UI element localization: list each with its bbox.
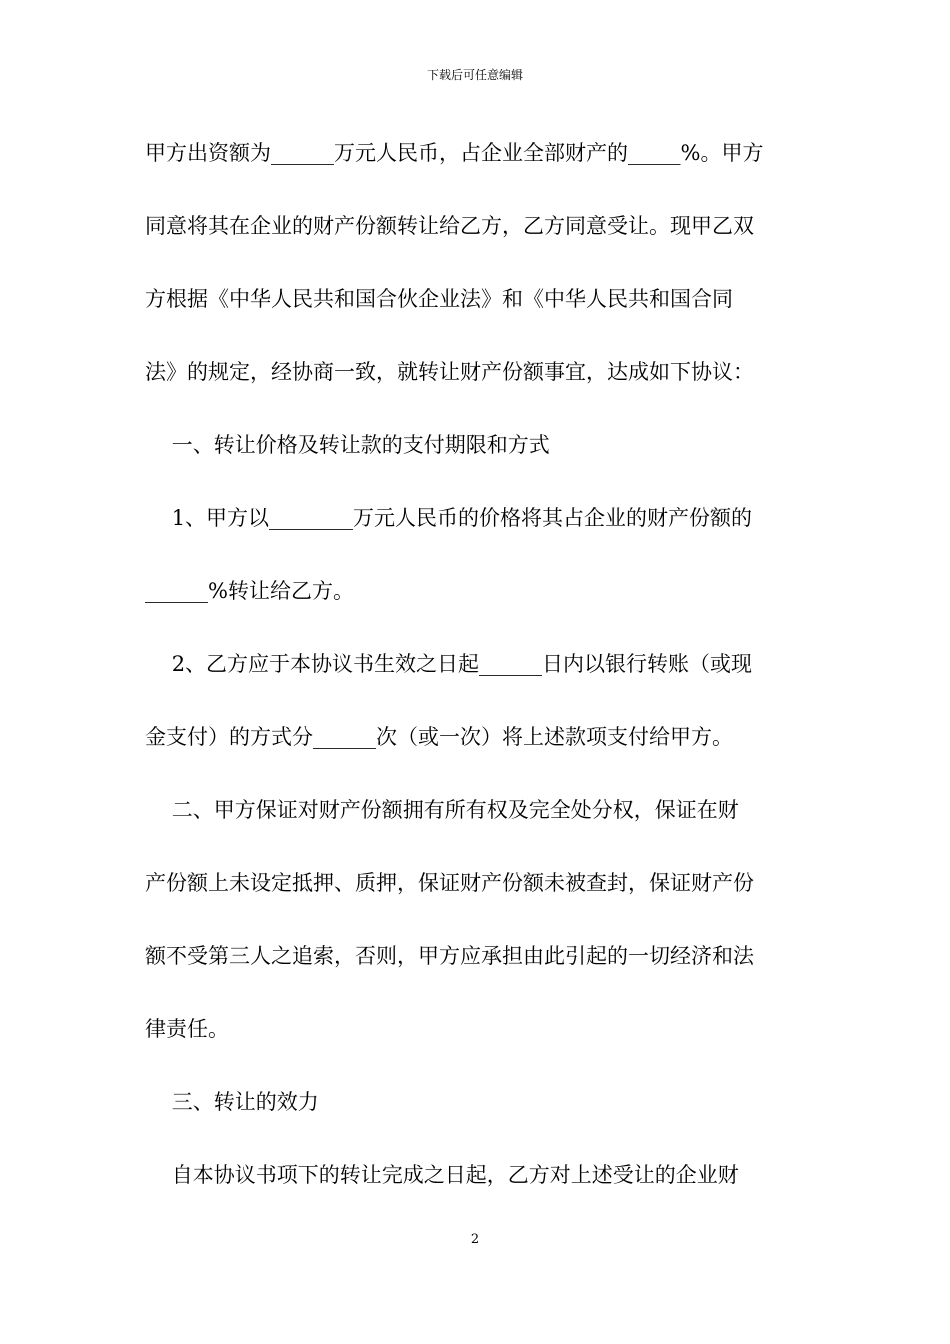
text-line: 律责任。 bbox=[145, 1017, 229, 1041]
text-line: 同意将其在企业的财产份额转让给乙方，乙方同意受让。现甲乙双 bbox=[145, 214, 754, 238]
text-line: 方根据《中华人民共和国合伙企业法》和《中华人民共和国合同 bbox=[145, 287, 733, 311]
text-line: 自本协议书项下的转让完成之日起，乙方对上述受让的企业财 bbox=[145, 1163, 739, 1187]
text-line: 1、甲方以________万元人民币的价格将其占企业的财产份额的 bbox=[145, 506, 753, 530]
text-line: 2、乙方应于本协议书生效之日起______日内以银行转账（或现 bbox=[145, 652, 753, 676]
text-line: 额不受第三人之追索，否则，甲方应承担由此引起的一切经济和法 bbox=[145, 944, 754, 968]
page-number: 2 bbox=[470, 1232, 480, 1247]
section-heading-2: 二、甲方保证对财产份额拥有所有权及完全处分权，保证在财 bbox=[145, 798, 739, 822]
text-line: 金支付）的方式分______次（或一次）将上述款项支付给甲方。 bbox=[145, 725, 733, 749]
section-heading-1: 一、转让价格及转让款的支付期限和方式 bbox=[145, 433, 550, 457]
text-line: 甲方出资额为______万元人民币，占企业全部财产的_____%。甲方 bbox=[145, 141, 764, 165]
text-line: 产份额上未设定抵押、质押，保证财产份额未被查封，保证财产份 bbox=[145, 871, 754, 895]
text-line: 法》的规定，经协商一致，就转让财产份额事宜，达成如下协议： bbox=[145, 360, 754, 384]
document-body bbox=[145, 128, 813, 1223]
text-line: ______%转让给乙方。 bbox=[145, 579, 354, 603]
page-header: 下载后可任意编辑 bbox=[426, 68, 523, 82]
section-heading-3: 三、转让的效力 bbox=[145, 1090, 319, 1114]
